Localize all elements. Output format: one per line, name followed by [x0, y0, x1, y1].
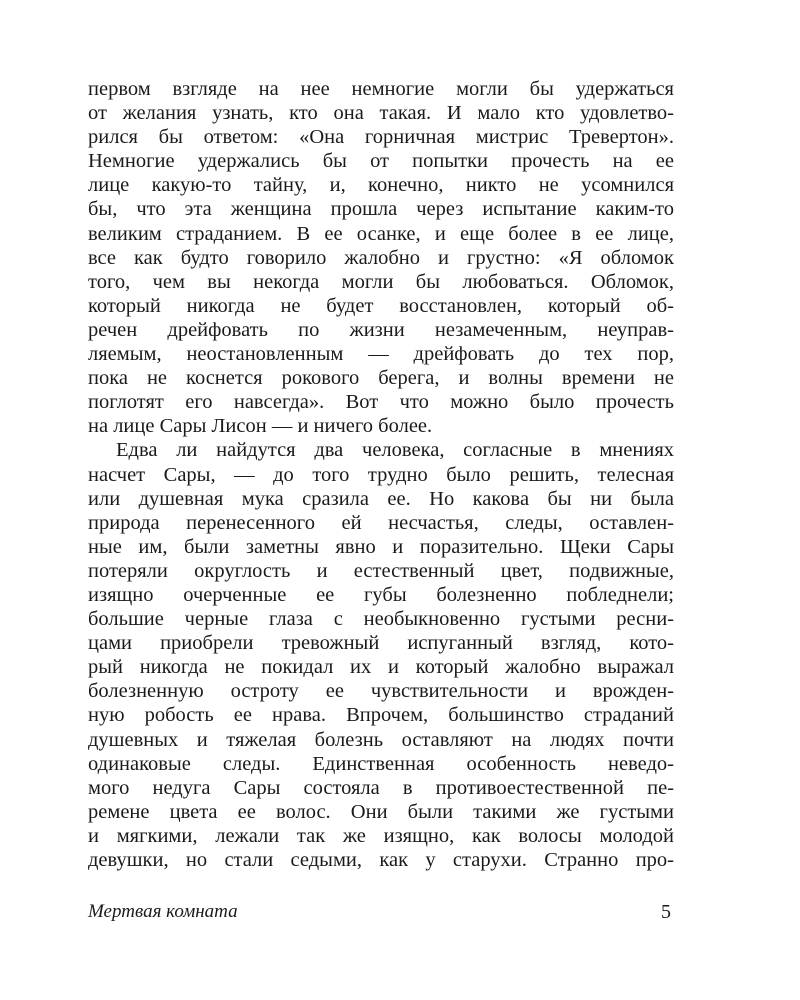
- text-line: речен дрейфовать по жизни незамеченным, неуправ-: [88, 318, 674, 341]
- text-line: ляемым, неостановленным — дрейфовать до тех пор,: [88, 343, 674, 366]
- text-line: от желания узнать, кто она такая. И мало кто удовлетво-: [88, 102, 674, 125]
- running-footer-title: Мертвая комната: [88, 901, 238, 922]
- text-line: природа перенесенного ей несчастья, следы, оставлен-: [88, 511, 674, 534]
- text-line: душевных и тяжелая болезнь оставляют на людях почти: [88, 728, 674, 751]
- body-text: [88, 77, 674, 872]
- text-line: или душевная мука сразила ее. Но какова бы ни была: [88, 487, 674, 510]
- text-line: изящно очерченные ее губы болезненно побледнели;: [88, 583, 674, 606]
- page-number: 5: [661, 901, 671, 923]
- text-line: рился бы ответом: «Она горничная мистрис Тревертон».: [88, 126, 674, 149]
- text-line: ремене цвета ее волос. Они были такими же густыми: [88, 800, 674, 823]
- text-line: первом взгляде на нее немногие могли бы удержаться: [88, 78, 674, 100]
- text-line: Едва ли найдутся два человека, согласные в мнениях: [116, 439, 674, 462]
- text-line: лице какую-то тайну, и, конечно, никто не усомнился: [88, 174, 674, 197]
- text-line: цами приобрели тревожный испуганный взгляд, кото-: [88, 632, 674, 655]
- text-line: мого недуга Сары состояла в противоестественной пе-: [88, 776, 674, 799]
- text-line: одинаковые следы. Единственная особенность неведо-: [88, 752, 674, 775]
- text-line: все как будто говорило жалобно и грустно: «Я обломок: [88, 246, 674, 269]
- text-line: поглотят его навсегда». Вот что можно было прочесть: [88, 391, 674, 414]
- text-line: великим страданием. В ее осанке, и еще более в ее лице,: [88, 222, 674, 245]
- text-line: девушки, но стали седыми, как у старухи. Странно про-: [88, 849, 674, 871]
- text-line: пока не коснется рокового берега, и волны времени не: [88, 367, 674, 390]
- text-line: насчет Сары, — до того трудно было решить, телесная: [88, 463, 674, 486]
- text-line: который никогда не будет восстановлен, который об-: [88, 294, 674, 317]
- text-line: того, чем вы некогда могли бы любоваться. Обломок,: [88, 270, 674, 293]
- text-line: Немногие удержались бы от попытки прочесть на ее: [88, 150, 674, 173]
- text-line: болезненную остроту ее чувствительности и врожден-: [88, 680, 674, 703]
- text-line: ные им, были заметны явно и поразительно. Щеки Сары: [88, 535, 674, 558]
- text-line: рый никогда не покидал их и который жалобно выражал: [88, 656, 674, 679]
- text-line: на лице Сары Лисон — и ничего более.: [88, 415, 433, 438]
- text-line: ную робость ее нрава. Впрочем, большинство страданий: [88, 704, 674, 727]
- text-line: и мягкими, лежали так же изящно, как волосы молодой: [88, 824, 674, 847]
- text-line: потеряли округлость и естественный цвет, подвижные,: [88, 559, 674, 582]
- text-line: большие черные глаза с необыкновенно густыми ресни-: [88, 608, 674, 631]
- text-line: бы, что эта женщина прошла через испытание каким-то: [88, 198, 674, 221]
